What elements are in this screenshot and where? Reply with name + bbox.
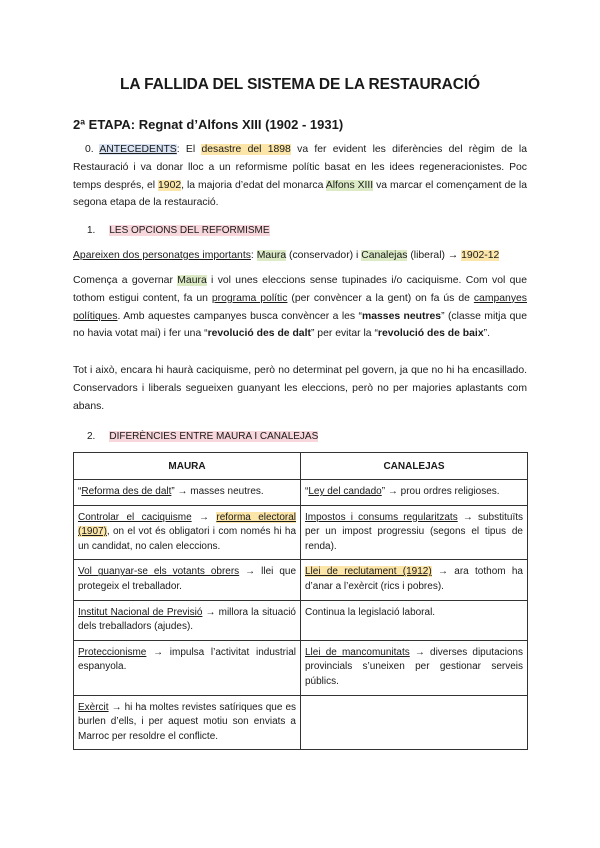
text-run: → llei que protegeix el treballador. (78, 566, 297, 592)
text-run: “ (305, 486, 309, 497)
section-1-heading (73, 224, 270, 238)
antecedents-label: ANTECEDENTS (99, 144, 177, 155)
text-run: (liberal) → (407, 250, 462, 261)
text-run: : (250, 250, 257, 261)
antecedents-number: 0. (85, 144, 100, 155)
text-run: → millora la situació dels treballadors (ajudes). (78, 606, 296, 633)
text-run: (per convèncer a la gent) on fa ús de (287, 292, 474, 304)
canalejas-cell (301, 480, 528, 506)
underlined-text: Impostos i consums regularitzats (305, 511, 458, 523)
text-run: ” per evitar la “ (310, 328, 378, 340)
canalejas-cell (301, 560, 528, 600)
comparison-table (73, 452, 528, 750)
text-run: Continua la legislació laboral. (305, 606, 436, 618)
canalejas-cell (301, 640, 528, 695)
text-run: i vol unes eleccions sense tupinades i/o caciquisme. Com vol que tothom estigui content, fa un (73, 275, 527, 304)
text-run: ”. (483, 328, 490, 340)
text-run: ” (classe mitja que no havia votat mai) i fer una “ (73, 310, 527, 340)
text-run: va marcar el començament de la segona etapa de la restauració. (73, 179, 528, 209)
table-row (74, 695, 528, 750)
underlined-text: Proteccionisme (78, 646, 147, 658)
maura-government-paragraph (73, 272, 527, 343)
maura-cell (74, 505, 301, 560)
text-run: → substituïts per un impost progressiu (segons el tipus de renda). (305, 511, 523, 552)
highlight-maura: Maura (177, 275, 207, 286)
text-run: → impulsa l’activitat industrial espanyola. (78, 646, 296, 673)
personatges-paragraph (73, 247, 527, 265)
canalejas-cell (301, 505, 528, 560)
text-run: “ (78, 486, 82, 497)
maura-cell (74, 640, 301, 695)
table-row (74, 600, 528, 640)
text-run: , la majoria d’edat del monarca (181, 179, 326, 191)
bold-text: revolució des de baix (377, 328, 484, 340)
underlined-text: Ley del candado (308, 486, 382, 497)
maura-cell (74, 560, 301, 600)
text-run: va fer evident les diferències del règim de la Restauració i va donar lloc a un reformisme polític basat en les idees regeneracionistes. Poc temps després, el (73, 144, 527, 191)
section-2-number: 2. (87, 431, 96, 442)
caciquisme-paragraph: Tot i això, encara hi haurà caciquisme, però no determinat pel govern, ja que no hi ha encasillado. Conservadors i liberals segueixen guanyant les eleccions, però no per majories aplastants com abans. (73, 365, 527, 412)
table-row (74, 560, 528, 600)
maura-cell (74, 695, 301, 750)
underlined-text: Institut Nacional de Previsió (78, 606, 203, 618)
underlined-text: Vol guanyar-se els votants obrers (78, 566, 240, 578)
underlined-text: Apareixen dos personatges importants (73, 250, 251, 261)
table-row (74, 640, 528, 695)
maura-cell (74, 480, 301, 506)
table-row (74, 505, 528, 560)
highlight-maura: Maura (256, 250, 287, 261)
highlight-reforma-electoral: reforma electoral (1907) (78, 511, 297, 538)
maura-cell (74, 600, 301, 640)
bold-text: revolució des de dalt (207, 328, 311, 340)
underlined-text: programa polític (211, 292, 288, 304)
underlined-text: Exèrcit (78, 701, 109, 713)
section-2-heading (73, 430, 318, 444)
section-1-label: LES OPCIONS DEL REFORMISME (109, 225, 270, 236)
underlined-text: Reforma des de dalt (81, 486, 172, 497)
text-run: Comença a governar (73, 275, 178, 286)
underlined-text: campanyes polítiques (73, 292, 527, 322)
text-run: (conservador) i (286, 250, 362, 261)
stage-subtitle: 2ª ETAPA: Regnat d’Alfons XIII (1902 - 1931) (73, 117, 344, 132)
text-run: → hi ha moltes revistes satíriques que es burlen d’ells, i per aquest motiu son enviats a Marroc per resoldre el conflicte. (78, 701, 296, 742)
canalejas-cell-empty (301, 695, 528, 750)
underlined-text: Llei de mancomunitats (305, 646, 410, 658)
text-run: . Amb aquestes campanyes busca convèncer a les “ (117, 310, 362, 322)
text-run: , on el vot és obligatori i com només hi ha un candidat, no calen eleccions. (78, 526, 296, 552)
table-header-row (74, 453, 528, 480)
highlight-llei-reclutament: Llei de reclutament (1912) (305, 566, 432, 578)
canalejas-cell (301, 600, 528, 640)
bold-text: masses neutres (362, 310, 442, 322)
section-1-number: 1. (87, 225, 96, 236)
highlight-1902: 1902 (158, 179, 182, 191)
highlight-alfons: Alfons XIII (325, 179, 374, 191)
text-run: → ara tothom ha d’anar a l’exèrcit (rics i pobres). (305, 566, 523, 592)
underlined-text: Controlar el caciquisme (78, 511, 192, 523)
text-run: ” → prou ordres religioses. (381, 486, 500, 497)
antecedents-paragraph (73, 141, 527, 212)
text-run: ” → masses neutres. (171, 486, 264, 497)
highlight-desastre: desastre del 1898 (201, 144, 291, 155)
section-2-label: DIFERÈNCIES ENTRE MAURA I CANALEJAS (109, 431, 319, 442)
text-run: : El (176, 144, 202, 155)
text-run: → (191, 511, 217, 523)
header-maura: MAURA (74, 453, 301, 480)
document-title: LA FALLIDA DEL SISTEMA DE LA RESTAURACIÓ (120, 76, 480, 93)
header-canalejas: CANALEJAS (301, 453, 528, 480)
table-row (74, 480, 528, 506)
highlight-canalejas: Canalejas (361, 250, 408, 261)
text-run: → diverses diputacions provincials s’uneixen per gestionar serveis públics. (305, 646, 523, 687)
highlight-period: 1902-12 (461, 250, 500, 261)
